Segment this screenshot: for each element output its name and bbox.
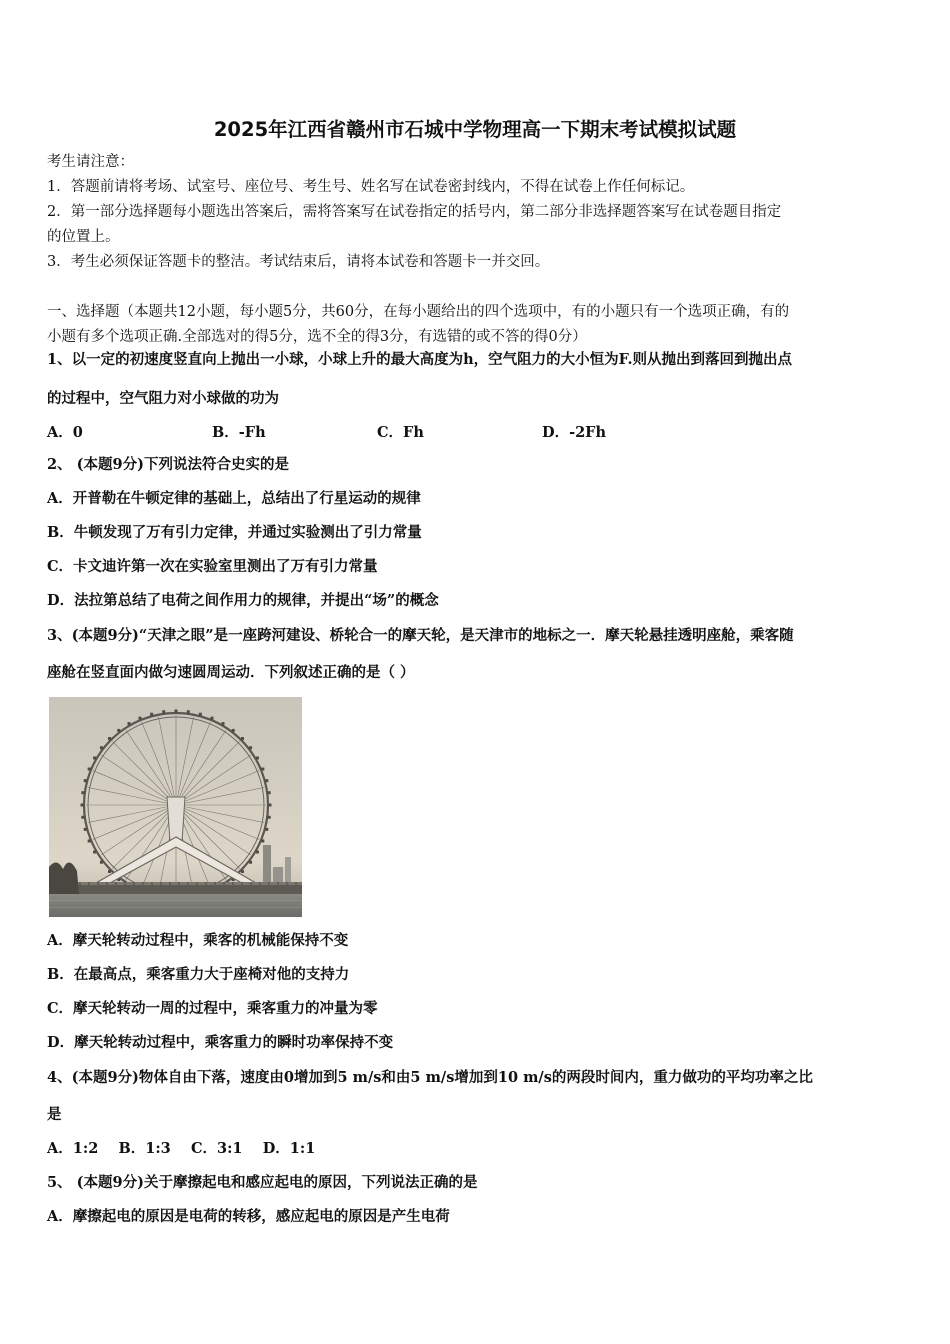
notice-item: 3．考生必须保证答题卡的整洁。考试结束后，请将本试卷和答题卡一并交回。 (47, 254, 550, 270)
q1-stem-line2: 的过程中，空气阻力对小球做的功为 (47, 390, 279, 407)
q1-option-c: C．Fh (377, 424, 424, 441)
q2-option-a: A．开普勒在牛顿定律的基础上，总结出了行星运动的规律 (47, 490, 421, 507)
section-heading-line2: 小题有多个选项正确.全部选对的得5分，选不全的得3分，有选错的或不答的得0分） (47, 329, 587, 345)
q4-stem-line2: 是 (47, 1106, 62, 1123)
q4-options: A．1:2 B．1:3 C．3:1 D．1:1 (47, 1140, 316, 1157)
q2-option-c: C．卡文迪许第一次在实验室里测出了万有引力常量 (47, 558, 378, 575)
section-heading-line1: 一、选择题（本题共12小题，每小题5分，共60分，在每小题给出的四个选项中，有的小题只有一个选项正确，有的 (47, 304, 790, 320)
notice-item: 的位置上。 (47, 229, 120, 245)
q1-stem-line1: 1、以一定的初速度竖直向上抛出一小球，小球上升的最大高度为h，空气阻力的大小恒为F.则从抛出到落回到抛出点 (47, 351, 793, 368)
q2-option-d: D．法拉第总结了电荷之间作用力的规律，并提出“场”的概念 (47, 592, 439, 609)
q5-option-a: A．摩擦起电的原因是电荷的转移，感应起电的原因是产生电荷 (47, 1208, 450, 1225)
q3-option-b: B．在最高点，乘客重力大于座椅对他的支持力 (47, 966, 350, 983)
q3-option-a: A．摩天轮转动过程中，乘客的机械能保持不变 (47, 932, 349, 949)
q3-option-d: D．摩天轮转动过程中，乘客重力的瞬时功率保持不变 (47, 1034, 394, 1051)
q3-stem-line1: 3、(本题9分)“天津之眼”是一座跨河建设、桥轮合一的摩天轮，是天津市的地标之一．摩天轮悬挂透明座舱，乘客随 (47, 627, 794, 644)
q2-option-b: B．牛顿发现了万有引力定律，并通过实验测出了引力常量 (47, 524, 422, 541)
notice-item: 1．答题前请将考场、试室号、座位号、考生号、姓名写在试卷密封线内，不得在试卷上作任何标记。 (47, 179, 695, 195)
q3-stem-line2: 座舱在竖直面内做匀速圆周运动．下列叙述正确的是（ ） (47, 664, 415, 681)
page-title: 2025年江西省赣州市石城中学物理高一下期末考试模拟试题 (213, 118, 737, 141)
q4-stem-line1: 4、(本题9分)物体自由下落，速度由0增加到5 m/s和由5 m/s增加到10 m/s的两段时间内，重力做功的平均功率之比 (47, 1069, 813, 1086)
q2-stem: 2、 (本题9分)下列说法符合史实的是 (47, 456, 289, 473)
q1-option-d: D．-2Fh (542, 424, 607, 441)
q3-option-c: C．摩天轮转动一周的过程中，乘客重力的冲量为零 (47, 1000, 378, 1017)
q1-option-b: B．-Fh (212, 424, 266, 441)
q1-option-a: A．0 (47, 424, 83, 441)
ferris-wheel-photo (49, 697, 302, 917)
q5-stem: 5、 (本题9分)关于摩擦起电和感应起电的原因，下列说法正确的是 (47, 1174, 478, 1191)
notice-heading: 考生请注意： (47, 154, 134, 170)
notice-item: 2．第一部分选择题每小题选出答案后，需将答案写在试卷指定的括号内，第二部分非选择题答案写在试卷题目指定 (47, 204, 782, 220)
